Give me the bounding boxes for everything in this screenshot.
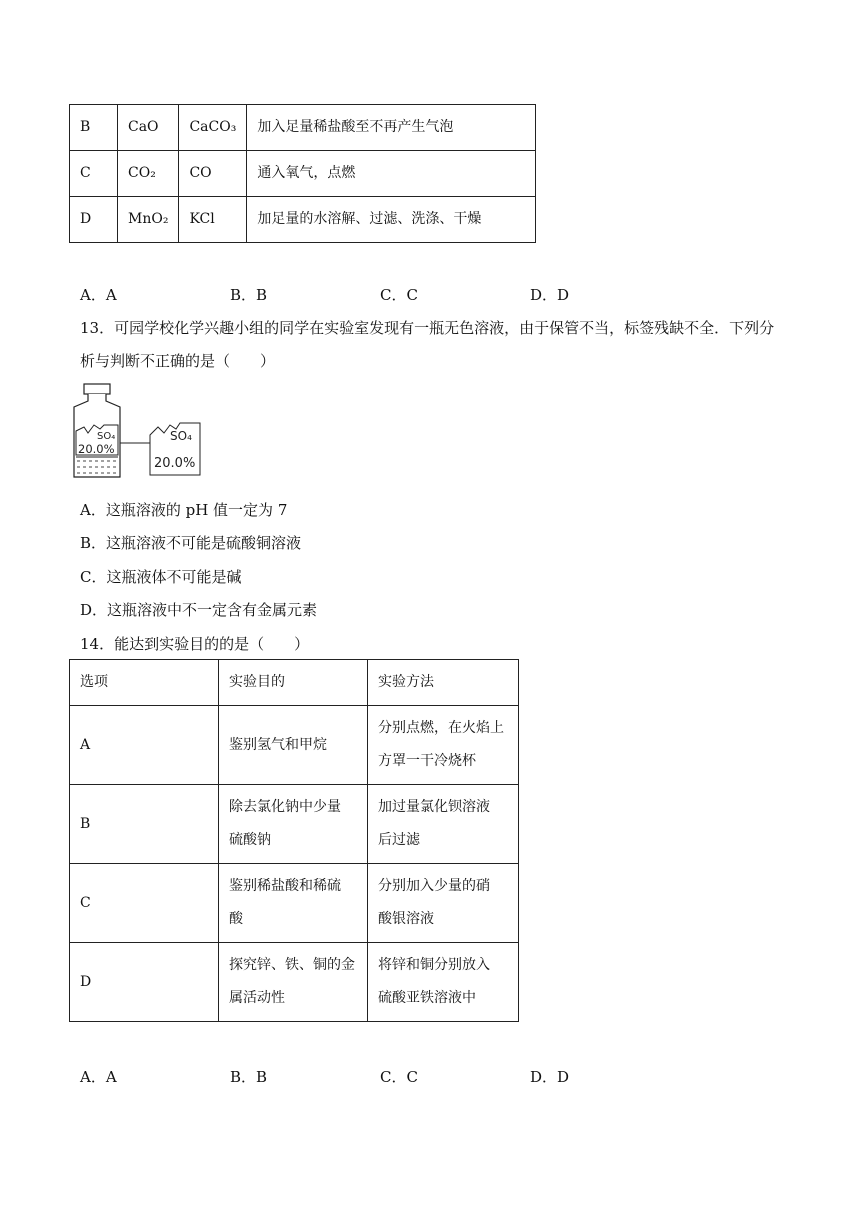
- row-label: B: [70, 105, 118, 151]
- purpose-line: 鉴别稀盐酸和稀硫: [229, 878, 341, 894]
- substance-cell: MnO₂: [118, 197, 179, 243]
- substance-cell: CaO: [118, 105, 179, 151]
- method-cell: [368, 785, 519, 864]
- q13-choice-c[interactable]: C．这瓶液体不可能是碱: [80, 568, 242, 586]
- option-a[interactable]: A．A: [80, 1068, 117, 1086]
- row-label: D: [70, 943, 219, 1022]
- row-label: B: [70, 785, 219, 864]
- table-row: [70, 864, 519, 943]
- purpose-line: 硫酸钠: [229, 832, 271, 848]
- option-c[interactable]: C．C: [380, 1068, 418, 1086]
- bottle-label-formula: SO₄: [97, 431, 116, 442]
- row-label: C: [70, 151, 118, 197]
- method-line: 硫酸亚铁溶液中: [378, 990, 476, 1006]
- option-c[interactable]: C．C: [380, 286, 418, 304]
- impurity-cell: CO: [179, 151, 247, 197]
- method-cell: 通入氧气，点燃: [247, 151, 536, 197]
- method-cell: 加入足量稀盐酸至不再产生气泡: [247, 105, 536, 151]
- q14-stem: 14．能达到实验目的的是（ ）: [80, 635, 310, 653]
- option-d[interactable]: D．D: [530, 1068, 570, 1086]
- purpose-line: 酸: [229, 911, 243, 927]
- purpose-line: 属活动性: [229, 990, 285, 1006]
- substance-cell: CO₂: [118, 151, 179, 197]
- purpose-cell: [219, 943, 368, 1022]
- header-method: 实验方法: [368, 660, 519, 706]
- q13-choice-a[interactable]: A．这瓶溶液的 pH 值一定为 7: [80, 501, 288, 519]
- bottle-figure: [64, 383, 204, 483]
- method-cell: [368, 706, 519, 785]
- enlarged-label-percent: 20.0%: [154, 456, 196, 471]
- table-row: [70, 706, 519, 785]
- q12-table: [69, 104, 536, 243]
- header-purpose: 实验目的: [219, 660, 368, 706]
- purpose-cell: [219, 706, 368, 785]
- purpose-cell: [219, 864, 368, 943]
- row-label: D: [70, 197, 118, 243]
- table-row: [70, 105, 536, 151]
- method-cell: [368, 943, 519, 1022]
- method-line: 分别点燃，在火焰上: [378, 720, 504, 736]
- impurity-cell: CaCO₃: [179, 105, 247, 151]
- method-line: 分别加入少量的硝: [378, 878, 490, 894]
- bottle-illustration: [64, 383, 204, 479]
- enlarged-label-formula: SO₄: [170, 429, 192, 443]
- table-row: [70, 151, 536, 197]
- q13-stem-line2: 析与判断不正确的是（ ）: [80, 352, 276, 370]
- table-row: [70, 943, 519, 1022]
- purpose-line: 探究锌、铁、铜的金: [229, 957, 355, 973]
- option-d[interactable]: D．D: [530, 286, 570, 304]
- row-label: A: [70, 706, 219, 785]
- q13-choice-b[interactable]: B．这瓶溶液不可能是硫酸铜溶液: [80, 534, 302, 552]
- method-line: 加过量氯化钡溶液: [378, 799, 490, 815]
- method-cell: [368, 864, 519, 943]
- method-line: 方罩一干冷烧杯: [378, 753, 476, 769]
- purpose-line: 除去氯化钠中少量: [229, 799, 341, 815]
- q12-options: [80, 284, 680, 305]
- table-row: [70, 197, 536, 243]
- method-line: 将锌和铜分别放入: [378, 957, 490, 973]
- option-a[interactable]: A．A: [80, 286, 117, 304]
- q13-stem-line1: 13．可园学校化学兴趣小组的同学在实验室发现有一瓶无色溶液，由于保管不当，标签残缺不全．下列分: [80, 319, 775, 337]
- option-b[interactable]: B．B: [230, 286, 268, 304]
- impurity-cell: KCl: [179, 197, 247, 243]
- row-label: C: [70, 864, 219, 943]
- bottle-label-percent: 20.0%: [78, 442, 115, 456]
- method-line: 后过滤: [378, 832, 420, 848]
- q14-options: [80, 1066, 680, 1087]
- option-b[interactable]: B．B: [230, 1068, 268, 1086]
- table-header-row: [70, 660, 519, 706]
- q14-table: [69, 659, 519, 1022]
- method-line: 酸银溶液: [378, 911, 434, 927]
- table-row: [70, 785, 519, 864]
- purpose-cell: [219, 785, 368, 864]
- purpose-line: 鉴别氢气和甲烷: [229, 736, 327, 753]
- q13-choice-d[interactable]: D．这瓶溶液中不一定含有金属元素: [80, 601, 318, 619]
- q13-stem: [80, 312, 790, 378]
- header-option: 选项: [70, 660, 219, 706]
- method-cell: 加足量的水溶解、过滤、洗涤、干燥: [247, 197, 536, 243]
